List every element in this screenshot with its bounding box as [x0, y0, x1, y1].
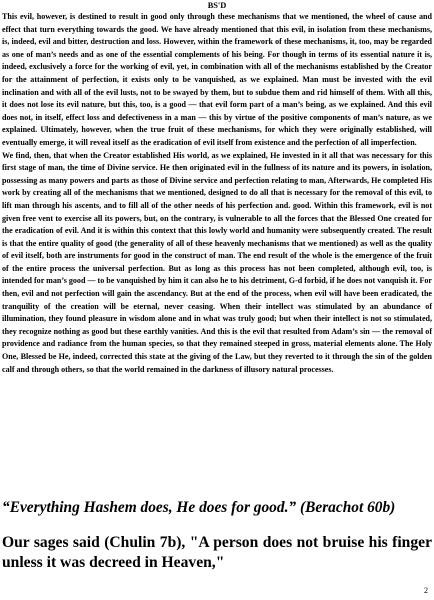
paragraph: We find, then, that when the Creator established His world, as we explained, He invested in it all that was necessary for this first stage of man, the time of Divine service. He then originated evil in the fullness of its nature and its powers, in isolation, possessing as many powers and parts as those of Divine service and perfection relating to man, Afterwards, He completed His work by creating all of the mechanisms that we mentioned, designed to do all that is necessary for the removal of this evil, to lift man through his ascents, and to fill all of the other needs of his perfection and. good. Within this framework, evil is not given free vent to exercise all its powers, but, on the contrary, is vulnerable to all the forces that the Blessed One created for the eradication of evil. And it is within this context that this lowly world and humanity were subsequently created. The result is that the entire quality of good (the generality of all of these heavenly mechanisms that we mentioned) as well as the quality of evil itself, both are instruments for good in the construct of man. The end result of the whole is the emergence of the fruit of the entire process the universal perfection. But as long as this process has not been completed, although evil, too, is intended for man’s good — to be vanquished by him it can also he to his detriment, G-d forbid, if he does not vanquish it. For then, evil and not perfection will gain the ascendancy. But at the end of the process, when evil will have been eradicated, the tranquility of the creation will be eternal, never ceasing. When their intellect was stimulated by an abundance of illumination, they found pleasure in wisdom alone and in what was truly good; but when their intellect is not so stimulated, they recognize nothing as good but these earthly vanities. And this is the evil that resulted from Adam’s sin — the removal of providence and radiance from the human species, so that they remained steeped in gross, material elements alone. The Holy One, Blessed be He, indeed, corrected this state at the giving of the Law, but they reverted to it through the sin of the golden calf and through others, so that the world remained in the darkness of illusory natural processes.: [2, 150, 432, 374]
body-text: [2, 11, 432, 376]
page-header: BS'D: [207, 1, 227, 10]
berachot-quote: “Everything Hashem does, He does for good.” (Berachot 60b): [2, 499, 396, 516]
page-number: 2: [424, 586, 428, 595]
sages-statement: Our sages said (Chulin 7b), "A person does not bruise his finger unless it was decreed in Heaven,": [2, 534, 432, 571]
paragraph: This evil, however, is destined to result in good only through these mechanisms that we mentioned, the wheel of cause and effect that turn everything towards the good. We have already mentioned that this evil, in isolation from these mechanisms, is, indeed, evil and bitter, destruction and loss. However, within the framework of these mechanisms, it, too, may be regarded as one of man’s needs and as one of the essential complements of his being. For though in terms of its essential nature it is, indeed, exclusively a force for the working of evil, yet, in combination with all of the mechanisms established by the Creator for the attainment of perfection, it exists only to be vanquished, as we explained. Man must be invested with the evil inclination and with all of the evil lusts, not to be swayed by them, but to subdue them and rid himself of them. With all this, it does not lose its evil nature, but this, too, is a good — that evil form part of a man’s being, as we explained. And this evil does not, in itself, effect loss and defectiveness in a man — this by virtue of the positive components of man’s nature, as we explained. Ultimately, however, when the true fruit of these mechanisms, for which they were originally established, will eventually emerge, it will reveal itself as the eradication of evil itself from existence and the perfection of all imperfection.: [2, 12, 432, 147]
